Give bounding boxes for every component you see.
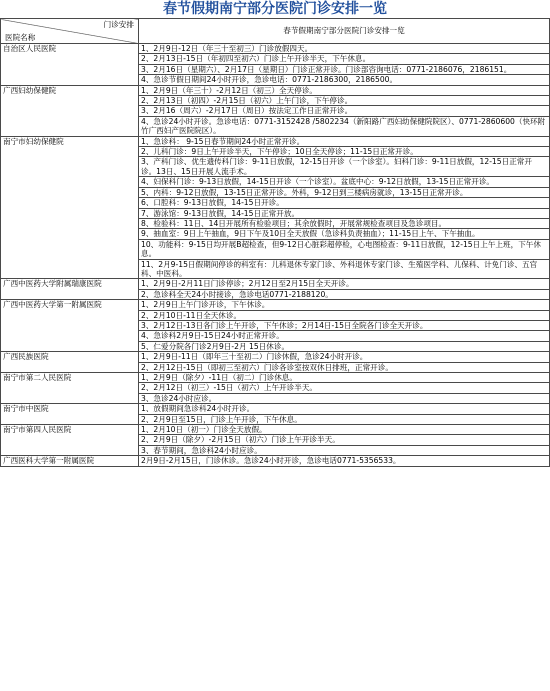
schedule-item-cell bbox=[139, 229, 550, 239]
schedule-item-cell bbox=[139, 289, 550, 299]
schedule-item-text: 5、仁爱分院各门诊2月9日-2月 15日休诊。 bbox=[141, 341, 290, 351]
schedule-item-cell bbox=[139, 445, 550, 455]
schedule-item-cell bbox=[139, 96, 550, 106]
schedule-table bbox=[0, 18, 550, 467]
schedule-item-text: 4、急诊24小时开诊。急诊电话：0771-3152428 /5802234（新阳路广西妇幼保健院院区）、0771-2860600（快环附竹广西妇产医院院区）。 bbox=[141, 116, 546, 136]
schedule-item-cell bbox=[139, 116, 550, 136]
table-row bbox=[1, 136, 550, 146]
table-row bbox=[1, 404, 550, 414]
schedule-item-text: 5、内科：9-12日放假，13-15日正常开诊。外科，9-12日到三楼病房就诊，13-15日正常开诊。 bbox=[141, 187, 468, 197]
schedule-item-text: 7、游泳馆：9-13日放假，14-15日正常开放。 bbox=[141, 208, 300, 218]
hospital-name: 广西妇幼保健院 bbox=[3, 85, 57, 95]
schedule-item-cell bbox=[139, 218, 550, 228]
table-header-row bbox=[1, 19, 550, 44]
hospital-name: 南宁市第二人民医院 bbox=[3, 373, 72, 382]
schedule-item-text: 1、急诊科： 9-15日春节期间24小时正常开诊。 bbox=[141, 136, 305, 146]
schedule-item-cell bbox=[139, 157, 550, 177]
hospital-name-cell bbox=[1, 44, 139, 86]
schedule-item-text: 1、2月9日（除夕）-11日（初二）门诊休息。 bbox=[141, 373, 297, 382]
schedule-item-cell bbox=[139, 208, 550, 218]
schedule-item-cell bbox=[139, 239, 550, 259]
schedule-item-cell bbox=[139, 75, 550, 85]
schedule-item-text: 11、2月9-15日假期间停诊的科室有：儿科退休专家门诊、外科退休专家门诊、生殖医学科、儿保科、计免门诊、五官科、中医科。 bbox=[141, 259, 538, 278]
schedule-item-cell bbox=[139, 404, 550, 414]
table-row bbox=[1, 300, 550, 310]
schedule-item-text: 1、2月9日-2月11日门诊停诊；2月12日至2月15日全天开诊。 bbox=[141, 279, 354, 289]
schedule-item-text: 1、2月10日（初一）门诊全天放假。 bbox=[141, 425, 267, 435]
table-row bbox=[1, 352, 550, 362]
hospital-name-cell bbox=[1, 404, 139, 425]
schedule-item-text: 4、急诊节假日期间24小时开诊，急诊电话：0771-2186300，2186500。 bbox=[141, 75, 398, 85]
hospital-name: 广西医科大学第一附属医院 bbox=[3, 456, 95, 466]
hospital-name-cell bbox=[1, 85, 139, 136]
schedule-item-text: 1、2月9日-11日（即年三十至初二）门诊休假，急诊24小时开诊。 bbox=[141, 352, 368, 362]
schedule-item-text: 3、2月16日（星期六）、2月17日（星期日）门诊正常开诊。门诊部咨询电话：0771-2186076，2186151。 bbox=[141, 64, 512, 74]
hospital-name-cell bbox=[1, 373, 139, 404]
schedule-item-text: 4、急诊科2月9日-15日24小时正常开诊。 bbox=[141, 331, 284, 341]
schedule-item-cell bbox=[139, 331, 550, 341]
hospital-name: 南宁市第四人民医院 bbox=[3, 425, 72, 435]
hospital-name-cell bbox=[1, 279, 139, 300]
corner-header-cell bbox=[1, 19, 139, 44]
schedule-item-cell bbox=[139, 435, 550, 445]
schedule-item-cell bbox=[139, 456, 550, 466]
schedule-item-text: 3、2月12日-13日各门诊上午开诊，下午休诊；2月14日-15日全院各门诊全天开诊。 bbox=[141, 320, 428, 330]
schedule-item-cell bbox=[139, 136, 550, 146]
schedule-item-cell bbox=[139, 300, 550, 310]
hospital-name-cell bbox=[1, 425, 139, 456]
schedule-item-text: 10、功能科：9-15日均开展B超检查，但9-12日心脏彩超停检，心电图检查：9-11日放假，12-15日上午上班，下午休息。 bbox=[141, 239, 541, 259]
schedule-item-text: 2、2月13日-15日（年初四至初六）门诊上午开诊半天，下午休息。 bbox=[141, 54, 371, 64]
schedule-item-text: 2、2月12日（初三）-15日（初六）上午开诊半天。 bbox=[141, 383, 318, 393]
table-row bbox=[1, 456, 550, 466]
schedule-item-text: 2、2月13日（初四）-2月15日（初六）上午门诊，下午停诊。 bbox=[141, 96, 353, 106]
schedule-item-text: 9、抽血室：9日上午抽血，9日下午及10日全天放假（急诊科负责抽血）；11-15日上午、下午抽血。 bbox=[141, 229, 480, 239]
table-row bbox=[1, 373, 550, 383]
schedule-item-text: 2、儿科门诊：9日上午开诊半天，下午停诊；10日全天停诊；11-15日正常开诊。 bbox=[141, 147, 418, 157]
schedule-item-cell bbox=[139, 414, 550, 424]
schedule-item-cell bbox=[139, 320, 550, 330]
table-row bbox=[1, 279, 550, 289]
schedule-item-cell bbox=[139, 187, 550, 197]
schedule-item-cell bbox=[139, 341, 550, 351]
hospital-name-cell bbox=[1, 456, 139, 466]
schedule-item-text: 4、妇保科门诊：9-13日放假，14-15日开诊（一个诊室）。盆底中心：9-12日放假，13-15日正常开诊。 bbox=[141, 177, 495, 187]
table-row bbox=[1, 425, 550, 435]
schedule-item-text: 1、放假期间急诊科24小时开诊。 bbox=[141, 404, 255, 414]
schedule-item-text: 2、2月9日至15日，门诊上午开诊，下午休息。 bbox=[141, 414, 302, 424]
table-row bbox=[1, 44, 550, 54]
schedule-item-text: 8、检验科：11日、14日开展所有检验项目；其余放假时，开展常规检查项目及急诊项目。 bbox=[141, 218, 447, 228]
schedule-item-cell bbox=[139, 279, 550, 289]
schedule-item-text: 2、急诊科全天24小时接诊，急诊电话0771-2188120。 bbox=[141, 289, 333, 299]
main-header-cell: 春节假期南宁部分医院门诊安排一览 bbox=[139, 19, 550, 44]
schedule-item-cell bbox=[139, 310, 550, 320]
schedule-item-text: 3、急诊24小时应诊。 bbox=[141, 393, 217, 403]
hospital-name: 南宁市妇幼保健院 bbox=[3, 136, 64, 146]
hospital-name-cell bbox=[1, 300, 139, 352]
hospital-name-cell bbox=[1, 136, 139, 279]
schedule-item-text: 2月9日-2月15日，门诊休诊。急诊24小时开诊，急诊电话0771-5356533。 bbox=[141, 456, 401, 466]
corner-bottom-label: 医院名称 bbox=[5, 32, 36, 42]
schedule-item-text: 3、春节期间，急诊科24小时应诊。 bbox=[141, 445, 262, 455]
schedule-item-cell bbox=[139, 44, 550, 54]
hospital-name: 广西中医药大学附属瑞康医院 bbox=[3, 279, 102, 289]
schedule-item-cell bbox=[139, 393, 550, 403]
hospital-name: 南宁市中医院 bbox=[3, 404, 49, 414]
schedule-item-text: 2、2月10日-11日全天休诊。 bbox=[141, 310, 242, 320]
schedule-item-cell bbox=[139, 177, 550, 187]
schedule-item-cell bbox=[139, 425, 550, 435]
schedule-item-cell bbox=[139, 352, 550, 362]
schedule-item-cell bbox=[139, 64, 550, 74]
schedule-item-cell bbox=[139, 147, 550, 157]
schedule-item-cell bbox=[139, 54, 550, 64]
schedule-item-text: 1、2月9日-12日（年三十至初三）门诊放假四天。 bbox=[141, 44, 313, 53]
schedule-item-cell bbox=[139, 383, 550, 393]
schedule-item-text: 3、2月16（周六）-2月17日（周日）按法定工作日正常开诊。 bbox=[141, 106, 353, 116]
schedule-item-cell bbox=[139, 85, 550, 95]
schedule-item-cell bbox=[139, 373, 550, 383]
schedule-item-text: 2、2月9日（除夕）-2月15日（初六）门诊上午开诊半天。 bbox=[141, 435, 340, 445]
schedule-item-cell bbox=[139, 362, 550, 372]
schedule-item-cell bbox=[139, 259, 550, 279]
schedule-item-text: 1、2月9日（年三十）-2月12日（初三）全天停诊。 bbox=[141, 85, 318, 95]
corner-top-label: 门诊安排 bbox=[103, 20, 134, 29]
schedule-item-text: 1、2月9日上午门诊开诊，下午休诊。 bbox=[141, 300, 270, 310]
schedule-item-text: 2、2月12日-15日（即初三至初六）门诊各诊室按双休日排班，正常开诊。 bbox=[141, 362, 393, 372]
schedule-item-text: 3、产科门诊、优生遗传科门诊：9-11日放假，12-15日开诊（一个诊室）。妇科门诊：9-11日放假，12-15日正常开诊。13日、15日开展人流手术。 bbox=[141, 157, 532, 176]
schedule-item-text: 6、口腔科：9-13日放假，14-15日开诊。 bbox=[141, 198, 284, 208]
table-row bbox=[1, 85, 550, 95]
hospital-name: 广西民族医院 bbox=[3, 352, 49, 362]
hospital-name-cell bbox=[1, 352, 139, 373]
schedule-item-cell bbox=[139, 106, 550, 116]
hospital-name: 自治区人民医院 bbox=[3, 44, 57, 53]
schedule-item-cell bbox=[139, 198, 550, 208]
page-title: 春节假期南宁部分医院门诊安排一览 bbox=[163, 1, 387, 17]
hospital-name: 广西中医药大学第一附属医院 bbox=[3, 300, 102, 310]
